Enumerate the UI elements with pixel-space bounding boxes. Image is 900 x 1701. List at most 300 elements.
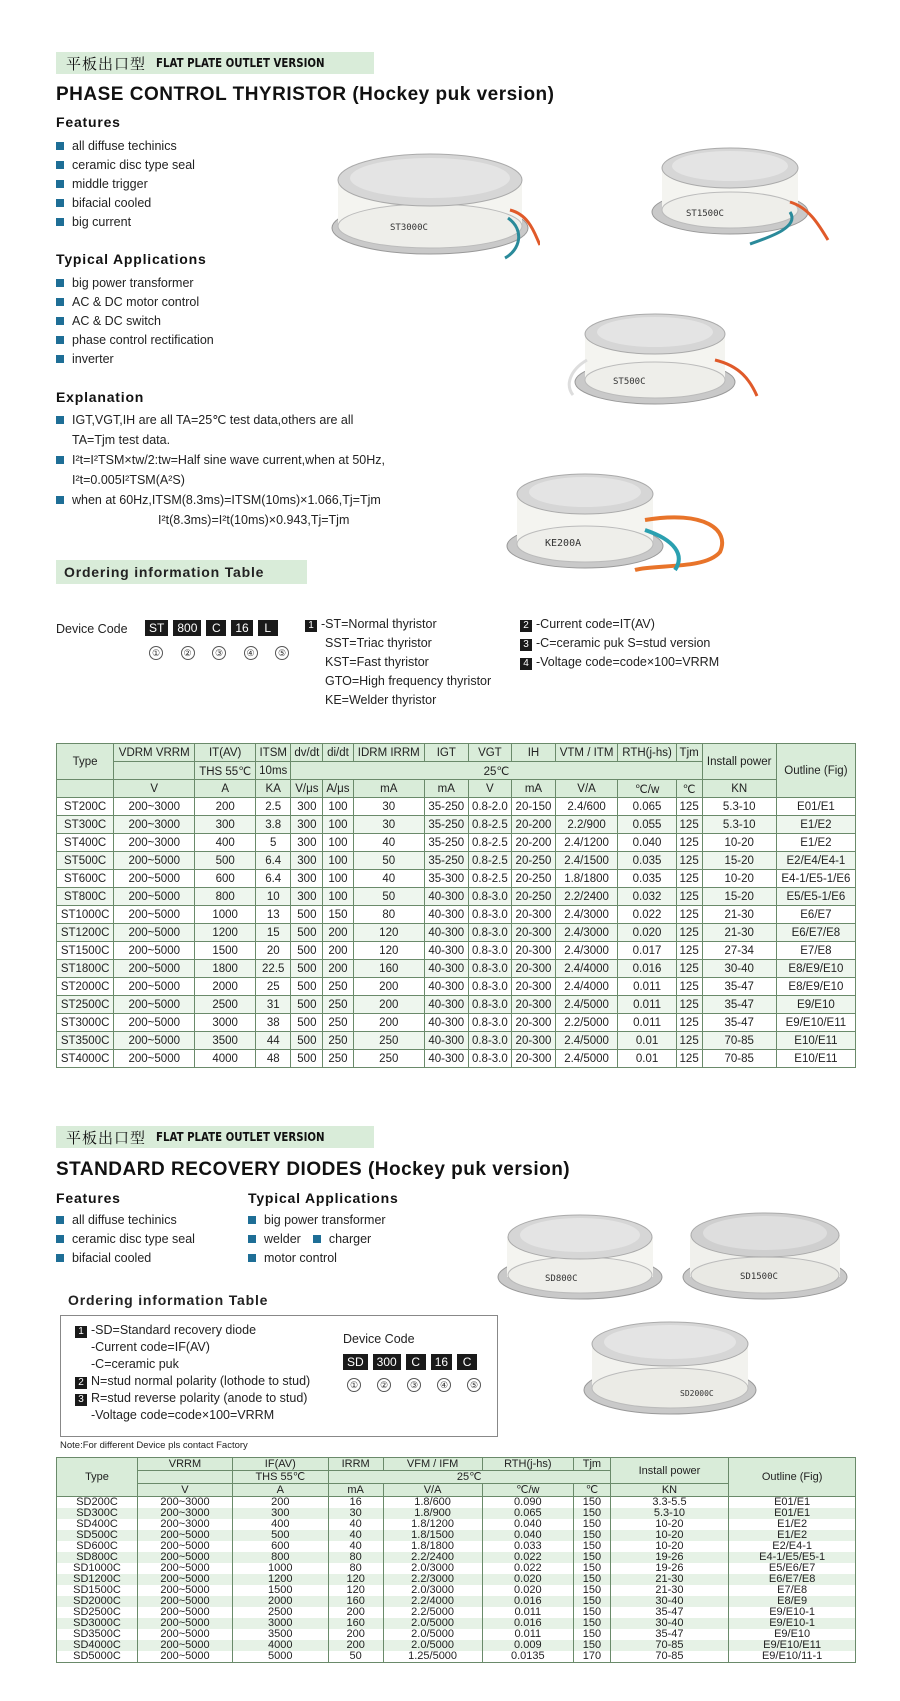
table-cell: E5/E6/E7 bbox=[729, 1563, 856, 1574]
table-cell: 10-20 bbox=[610, 1541, 729, 1552]
circled-number: ② bbox=[377, 1378, 391, 1392]
circled-numbers bbox=[347, 1378, 481, 1392]
table-cell: ST600C bbox=[57, 870, 114, 888]
square-bullet-icon bbox=[56, 180, 64, 188]
thyristor-puk-image bbox=[565, 300, 765, 420]
th-idrm: IDRM IRRM bbox=[353, 744, 425, 762]
th-rth: RTH(j-hs) bbox=[618, 744, 676, 762]
table-cell: 125 bbox=[676, 888, 702, 906]
table-cell: 150 bbox=[574, 1519, 611, 1530]
table-cell: 50 bbox=[353, 852, 425, 870]
square-bullet-icon bbox=[56, 199, 64, 207]
table-cell: 200 bbox=[353, 978, 425, 996]
table-cell: 20-250 bbox=[512, 852, 556, 870]
table-cell: 15-20 bbox=[702, 888, 776, 906]
table-cell: 0.022 bbox=[482, 1563, 574, 1574]
list-item: all diffuse techinics bbox=[56, 136, 195, 155]
unit-cell: V bbox=[468, 780, 512, 798]
table-cell: 0.8-3.0 bbox=[468, 1014, 512, 1032]
circled-number: ③ bbox=[212, 646, 226, 660]
table-cell: 2.2/5000 bbox=[555, 1014, 618, 1032]
table-row bbox=[57, 1032, 856, 1050]
table-cell: 100 bbox=[323, 816, 353, 834]
table-cell: ST200C bbox=[57, 798, 114, 816]
table-cell: E5/E5-1/E6 bbox=[776, 888, 855, 906]
unit-cell: V/A bbox=[555, 780, 618, 798]
table-cell: 300 bbox=[291, 798, 323, 816]
table-cell: SD1000C bbox=[57, 1563, 138, 1574]
table-cell: 20-250 bbox=[512, 870, 556, 888]
thyristor-title: PHASE CONTROL THYRISTOR (Hockey puk version) bbox=[56, 84, 555, 105]
table-cell: 40 bbox=[328, 1530, 383, 1541]
table-cell: 125 bbox=[676, 852, 702, 870]
diode-table-body bbox=[57, 1497, 856, 1663]
table-cell: 0.0135 bbox=[482, 1651, 574, 1663]
note-line: R=stud reverse polarity (anode to stud) bbox=[91, 1391, 308, 1405]
table-cell: 200~3000 bbox=[114, 816, 195, 834]
table-cell: 50 bbox=[353, 888, 425, 906]
table-cell: 2.4/4000 bbox=[555, 978, 618, 996]
table-cell: SD200C bbox=[57, 1497, 138, 1509]
table-cell: 2.4/3000 bbox=[555, 906, 618, 924]
table-cell: E2/E4-1 bbox=[729, 1541, 856, 1552]
th-install: Install power bbox=[702, 744, 776, 780]
table-cell: 0.016 bbox=[482, 1618, 574, 1629]
table-cell: 10-20 bbox=[702, 870, 776, 888]
thyristor-ordering-title: Ordering information Table bbox=[56, 560, 307, 584]
table-cell: 5 bbox=[256, 834, 291, 852]
table-cell: SD2500C bbox=[57, 1607, 138, 1618]
table-cell: 0.8-2.5 bbox=[468, 834, 512, 852]
circled-number: ① bbox=[347, 1378, 361, 1392]
diode-note: Note:For different Device pls contact Factory bbox=[60, 1440, 248, 1451]
table-cell: 500 bbox=[291, 978, 323, 996]
table-cell: 0.8-2.0 bbox=[468, 798, 512, 816]
note-number: 3 bbox=[520, 639, 532, 651]
table-cell: 40-300 bbox=[425, 888, 469, 906]
table-cell: 300 bbox=[291, 816, 323, 834]
table-cell: 150 bbox=[574, 1508, 611, 1519]
table-cell: SD300C bbox=[57, 1508, 138, 1519]
device-code-label: Device Code bbox=[343, 1332, 415, 1346]
note-number: 2 bbox=[75, 1377, 87, 1389]
table-cell: 2.0/3000 bbox=[383, 1563, 482, 1574]
note-line: SST=Triac thyristor bbox=[325, 636, 432, 650]
table-cell: 6.4 bbox=[256, 852, 291, 870]
table-cell: 150 bbox=[574, 1629, 611, 1640]
table-cell: 150 bbox=[574, 1552, 611, 1563]
table-cell: E1/E2 bbox=[776, 816, 855, 834]
table-cell: 200~3000 bbox=[138, 1497, 233, 1509]
th-outline: Outline (Fig) bbox=[729, 1458, 856, 1497]
unit-cell: KN bbox=[702, 780, 776, 798]
section-tag-cn: 平板出口型 bbox=[66, 54, 147, 73]
table-cell: 35-250 bbox=[425, 798, 469, 816]
th-outline: Outline (Fig) bbox=[776, 744, 855, 798]
table-cell: 35-250 bbox=[425, 816, 469, 834]
table-row bbox=[57, 942, 856, 960]
note-line: -SD=Standard recovery diode bbox=[91, 1323, 257, 1337]
table-cell: 2.0/5000 bbox=[383, 1618, 482, 1629]
table-cell: 10-20 bbox=[702, 834, 776, 852]
table-cell: 2.4/1500 bbox=[555, 852, 618, 870]
circled-numbers bbox=[149, 646, 289, 660]
table-cell: E1/E2 bbox=[729, 1519, 856, 1530]
thyristor-explanation bbox=[56, 410, 476, 530]
table-cell: 200~5000 bbox=[114, 942, 195, 960]
table-cell: 10-20 bbox=[610, 1519, 729, 1530]
table-cell: 125 bbox=[676, 996, 702, 1014]
table-cell: 0.011 bbox=[482, 1607, 574, 1618]
explanation-line: I²t=I²TSM×tw/2:tw=Half sine wave current,when at 50Hz, bbox=[72, 453, 385, 467]
table-cell: E9/E10/E11 bbox=[776, 1014, 855, 1032]
table-cell: 2.4/5000 bbox=[555, 1050, 618, 1068]
unit-cell: V/A bbox=[383, 1484, 482, 1497]
table-cell: E9/E10-1 bbox=[729, 1618, 856, 1629]
table-cell: E01/E1 bbox=[729, 1497, 856, 1509]
table-cell: 40-300 bbox=[425, 978, 469, 996]
table-cell: 20-300 bbox=[512, 960, 556, 978]
list-item: ceramic disc type seal bbox=[56, 1229, 195, 1248]
table-cell: 2.4/5000 bbox=[555, 996, 618, 1014]
table-cell: 160 bbox=[328, 1596, 383, 1607]
table-cell: 400 bbox=[232, 1519, 328, 1530]
table-cell: 3000 bbox=[232, 1618, 328, 1629]
unit-cell: A/μs bbox=[323, 780, 353, 798]
table-row bbox=[57, 906, 856, 924]
diode-features-title: Features bbox=[56, 1190, 121, 1206]
section-tag-en: FLAT PLATE OUTLET VERSION bbox=[156, 56, 325, 70]
table-cell: 300 bbox=[291, 870, 323, 888]
table-cell: 40-300 bbox=[425, 960, 469, 978]
code-box: C bbox=[206, 620, 226, 636]
table-cell: 200~5000 bbox=[114, 996, 195, 1014]
note-line: -ST=Normal thyristor bbox=[321, 617, 437, 631]
table-cell: 2.2/4000 bbox=[383, 1596, 482, 1607]
table-cell: 0.8-3.0 bbox=[468, 888, 512, 906]
table-cell: 100 bbox=[323, 798, 353, 816]
table-cell: 30 bbox=[353, 798, 425, 816]
table-cell: SD800C bbox=[57, 1552, 138, 1563]
table-cell: 40-300 bbox=[425, 924, 469, 942]
list-item: motor control bbox=[248, 1248, 386, 1267]
square-bullet-icon bbox=[56, 416, 64, 424]
table-cell: E6/E7 bbox=[776, 906, 855, 924]
table-cell: 300 bbox=[195, 816, 256, 834]
note-line: -Current code=IF(AV) bbox=[91, 1340, 210, 1354]
puk-label: SD800C bbox=[545, 1274, 578, 1284]
table-cell: 20-200 bbox=[512, 834, 556, 852]
table-cell: 800 bbox=[232, 1552, 328, 1563]
table-cell: 2.4/1200 bbox=[555, 834, 618, 852]
table-cell: 21-30 bbox=[610, 1574, 729, 1585]
table-cell: 0.8-3.0 bbox=[468, 996, 512, 1014]
table-cell: 0.8-3.0 bbox=[468, 942, 512, 960]
diode-puk-image bbox=[680, 1205, 850, 1305]
list-item: inverter bbox=[56, 349, 214, 368]
table-cell: 300 bbox=[291, 852, 323, 870]
table-cell: 21-30 bbox=[702, 906, 776, 924]
circled-number: ④ bbox=[244, 646, 258, 660]
table-cell: 1.8/1500 bbox=[383, 1530, 482, 1541]
table-cell: E2/E4/E4-1 bbox=[776, 852, 855, 870]
table-cell: 200~5000 bbox=[138, 1607, 233, 1618]
table-cell: 1500 bbox=[232, 1585, 328, 1596]
table-cell: E1/E2 bbox=[776, 834, 855, 852]
table-cell: 0.040 bbox=[618, 834, 676, 852]
table-cell: 21-30 bbox=[702, 924, 776, 942]
puk-label: SD2000C bbox=[680, 1389, 714, 1398]
table-cell: 100 bbox=[323, 852, 353, 870]
table-cell: 15 bbox=[256, 924, 291, 942]
table-cell: 1000 bbox=[195, 906, 256, 924]
table-cell: 160 bbox=[353, 960, 425, 978]
th-itsm: ITSM bbox=[256, 744, 291, 762]
table-cell: SD400C bbox=[57, 1519, 138, 1530]
note-number: 1 bbox=[75, 1326, 87, 1338]
table-cell: 0.8-3.0 bbox=[468, 978, 512, 996]
diode-spec-table bbox=[56, 1457, 856, 1663]
table-cell: 200 bbox=[195, 798, 256, 816]
th-ths: THS 55℃ bbox=[232, 1471, 328, 1484]
list-item: middle trigger bbox=[56, 174, 195, 193]
section-tag bbox=[56, 52, 374, 74]
table-cell: 2000 bbox=[195, 978, 256, 996]
table-cell: 2.0/3000 bbox=[383, 1585, 482, 1596]
table-cell: 20-200 bbox=[512, 816, 556, 834]
note-line: -Current code=IT(AV) bbox=[536, 617, 655, 631]
table-cell: 2.2/2400 bbox=[555, 888, 618, 906]
table-cell: 70-85 bbox=[702, 1050, 776, 1068]
table-cell: 120 bbox=[353, 942, 425, 960]
table-cell: 150 bbox=[574, 1574, 611, 1585]
table-cell: 0.065 bbox=[618, 798, 676, 816]
th-25c: 25℃ bbox=[291, 762, 702, 780]
table-cell: 250 bbox=[353, 1050, 425, 1068]
table-row bbox=[57, 978, 856, 996]
table-row bbox=[57, 1014, 856, 1032]
table-cell: 70-85 bbox=[610, 1640, 729, 1651]
table-cell: 500 bbox=[232, 1530, 328, 1541]
code-box: C bbox=[406, 1354, 426, 1370]
table-cell: 2.5 bbox=[256, 798, 291, 816]
table-cell: 35-250 bbox=[425, 852, 469, 870]
square-bullet-icon bbox=[56, 355, 64, 363]
table-cell: 200~5000 bbox=[114, 978, 195, 996]
table-cell: 200~5000 bbox=[138, 1618, 233, 1629]
table-cell: 35-47 bbox=[610, 1607, 729, 1618]
table-cell: 30 bbox=[353, 816, 425, 834]
table-cell: 20-300 bbox=[512, 1014, 556, 1032]
table-cell: E9/E10 bbox=[776, 996, 855, 1014]
table-cell: E7/E8 bbox=[776, 942, 855, 960]
th-irrm: IRRM bbox=[328, 1458, 383, 1471]
table-cell: 200~5000 bbox=[114, 852, 195, 870]
circled-number: ④ bbox=[437, 1378, 451, 1392]
table-cell: 0.8-2.5 bbox=[468, 870, 512, 888]
puk-label: ST3000C bbox=[390, 223, 428, 233]
table-cell: 0.009 bbox=[482, 1640, 574, 1651]
list-item: big power transformer bbox=[248, 1210, 386, 1229]
table-cell: ST500C bbox=[57, 852, 114, 870]
table-cell: 120 bbox=[353, 924, 425, 942]
table-cell: ST400C bbox=[57, 834, 114, 852]
note-line: GTO=High frequency thyristor bbox=[325, 674, 492, 688]
list-item: AC & DC switch bbox=[56, 311, 214, 330]
table-cell: 0.017 bbox=[618, 942, 676, 960]
table-cell: ST2000C bbox=[57, 978, 114, 996]
table-cell: 200~5000 bbox=[138, 1640, 233, 1651]
square-bullet-icon bbox=[56, 298, 64, 306]
table-cell: 500 bbox=[291, 906, 323, 924]
table-row bbox=[57, 870, 856, 888]
code-box: SD bbox=[343, 1354, 368, 1370]
note-line: -Voltage code=code×100=VRRM bbox=[536, 655, 720, 669]
table-cell: 100 bbox=[323, 888, 353, 906]
table-cell: 150 bbox=[574, 1541, 611, 1552]
code-box: ST bbox=[145, 620, 168, 636]
unit-cell: ℃ bbox=[574, 1484, 611, 1497]
unit-cell: A bbox=[195, 780, 256, 798]
table-cell: 250 bbox=[323, 1032, 353, 1050]
thyristor-puk-image bbox=[330, 140, 540, 260]
th-type: Type bbox=[57, 744, 114, 780]
section-tag-en: FLAT PLATE OUTLET VERSION bbox=[156, 1130, 325, 1144]
thyristor-puk-image bbox=[650, 132, 830, 252]
table-cell: 125 bbox=[676, 960, 702, 978]
table-cell: 40 bbox=[353, 870, 425, 888]
unit-cell: ℃/w bbox=[482, 1484, 574, 1497]
table-cell: E9/E10-1 bbox=[729, 1607, 856, 1618]
table-cell: 200~3000 bbox=[138, 1508, 233, 1519]
table-cell: 35-300 bbox=[425, 870, 469, 888]
table-cell: 600 bbox=[232, 1541, 328, 1552]
unit-cell: mA bbox=[328, 1484, 383, 1497]
note-number: 2 bbox=[520, 620, 532, 632]
table-cell: 0.016 bbox=[618, 960, 676, 978]
table-cell: 48 bbox=[256, 1050, 291, 1068]
table-cell: 19-26 bbox=[610, 1563, 729, 1574]
table-cell: 200 bbox=[323, 960, 353, 978]
table-cell: SD1200C bbox=[57, 1574, 138, 1585]
table-cell: 20-300 bbox=[512, 924, 556, 942]
table-cell: E10/E11 bbox=[776, 1032, 855, 1050]
table-cell: 1.8/1800 bbox=[383, 1541, 482, 1552]
table-cell: 0.8-3.0 bbox=[468, 1032, 512, 1050]
table-cell: 35-250 bbox=[425, 834, 469, 852]
table-cell: 150 bbox=[574, 1607, 611, 1618]
table-cell: 2500 bbox=[195, 996, 256, 1014]
table-cell: 19-26 bbox=[610, 1552, 729, 1563]
table-cell: 27-34 bbox=[702, 942, 776, 960]
section-tag-cn: 平板出口型 bbox=[66, 1128, 147, 1147]
table-cell: 1000 bbox=[232, 1563, 328, 1574]
table-cell: SD2000C bbox=[57, 1596, 138, 1607]
thyristor-applications-list bbox=[56, 273, 214, 368]
table-cell: 35-47 bbox=[702, 1014, 776, 1032]
th-itav: IT(AV) bbox=[195, 744, 256, 762]
diode-ordering-title: Ordering information Table bbox=[68, 1292, 269, 1308]
unit-cell: V/μs bbox=[291, 780, 323, 798]
table-cell: 1.25/5000 bbox=[383, 1651, 482, 1663]
explanation-line: IGT,VGT,IH are all TA=25℃ test data,others are all bbox=[72, 413, 354, 427]
table-cell: E8/E9/E10 bbox=[776, 960, 855, 978]
table-cell: 200~5000 bbox=[114, 960, 195, 978]
table-cell: 200~5000 bbox=[114, 1032, 195, 1050]
note-line: -C=ceramic puk bbox=[91, 1357, 179, 1371]
table-cell: 0.040 bbox=[482, 1530, 574, 1541]
table-cell: 16 bbox=[328, 1497, 383, 1509]
table-cell: 200~5000 bbox=[138, 1629, 233, 1640]
table-cell: 125 bbox=[676, 1050, 702, 1068]
table-cell: E4-1/E5-1/E6 bbox=[776, 870, 855, 888]
unit-cell: ℃ bbox=[676, 780, 702, 798]
code-box: C bbox=[457, 1354, 477, 1370]
unit-cell: mA bbox=[512, 780, 556, 798]
unit-cell: mA bbox=[353, 780, 425, 798]
table-cell: 2.0/5000 bbox=[383, 1640, 482, 1651]
table-cell: 3.3-5.5 bbox=[610, 1497, 729, 1509]
table-cell: 40-300 bbox=[425, 1032, 469, 1050]
table-cell: SD3000C bbox=[57, 1618, 138, 1629]
table-cell: 2.4/600 bbox=[555, 798, 618, 816]
table-cell: 35-47 bbox=[702, 996, 776, 1014]
th-vtm: VTM / ITM bbox=[555, 744, 618, 762]
diode-puk-image bbox=[495, 1205, 665, 1305]
table-cell: E9/E10/11-1 bbox=[729, 1651, 856, 1663]
table-cell: 125 bbox=[676, 942, 702, 960]
square-bullet-icon bbox=[56, 279, 64, 287]
table-cell: ST800C bbox=[57, 888, 114, 906]
table-cell: 40-300 bbox=[425, 1014, 469, 1032]
table-cell: SD600C bbox=[57, 1541, 138, 1552]
thyristor-table-body bbox=[57, 798, 856, 1068]
table-cell: E1/E2 bbox=[729, 1530, 856, 1541]
table-cell: 2.4/3000 bbox=[555, 924, 618, 942]
th-10ms: 10ms bbox=[256, 762, 291, 780]
table-cell: 200~5000 bbox=[138, 1530, 233, 1541]
table-cell: 20-300 bbox=[512, 942, 556, 960]
circled-number: ⑤ bbox=[467, 1378, 481, 1392]
square-bullet-icon bbox=[56, 317, 64, 325]
table-cell: 25 bbox=[256, 978, 291, 996]
table-cell: 500 bbox=[291, 1032, 323, 1050]
ordering-notes-right bbox=[520, 615, 719, 672]
table-cell: 250 bbox=[323, 1050, 353, 1068]
table-cell: 0.8-3.0 bbox=[468, 906, 512, 924]
table-cell: 70-85 bbox=[610, 1651, 729, 1663]
table-row bbox=[57, 834, 856, 852]
table-cell: 200~3000 bbox=[138, 1519, 233, 1530]
table-cell: E9/E10 bbox=[729, 1629, 856, 1640]
table-cell: ST4000C bbox=[57, 1050, 114, 1068]
table-cell: 125 bbox=[676, 1032, 702, 1050]
table-cell: 2.2/900 bbox=[555, 816, 618, 834]
table-cell: 500 bbox=[195, 852, 256, 870]
table-cell: 0.011 bbox=[618, 978, 676, 996]
table-cell: 170 bbox=[574, 1651, 611, 1663]
note-line: KST=Fast thyristor bbox=[325, 655, 429, 669]
table-cell: 500 bbox=[291, 996, 323, 1014]
table-cell: 30-40 bbox=[610, 1596, 729, 1607]
th-ths: THS 55℃ bbox=[195, 762, 256, 780]
table-cell: 20-300 bbox=[512, 1032, 556, 1050]
list-item: ceramic disc type seal bbox=[56, 155, 195, 174]
table-cell: 10-20 bbox=[610, 1530, 729, 1541]
table-cell: 0.8-2.5 bbox=[468, 852, 512, 870]
table-cell: 1200 bbox=[195, 924, 256, 942]
table-row bbox=[57, 816, 856, 834]
